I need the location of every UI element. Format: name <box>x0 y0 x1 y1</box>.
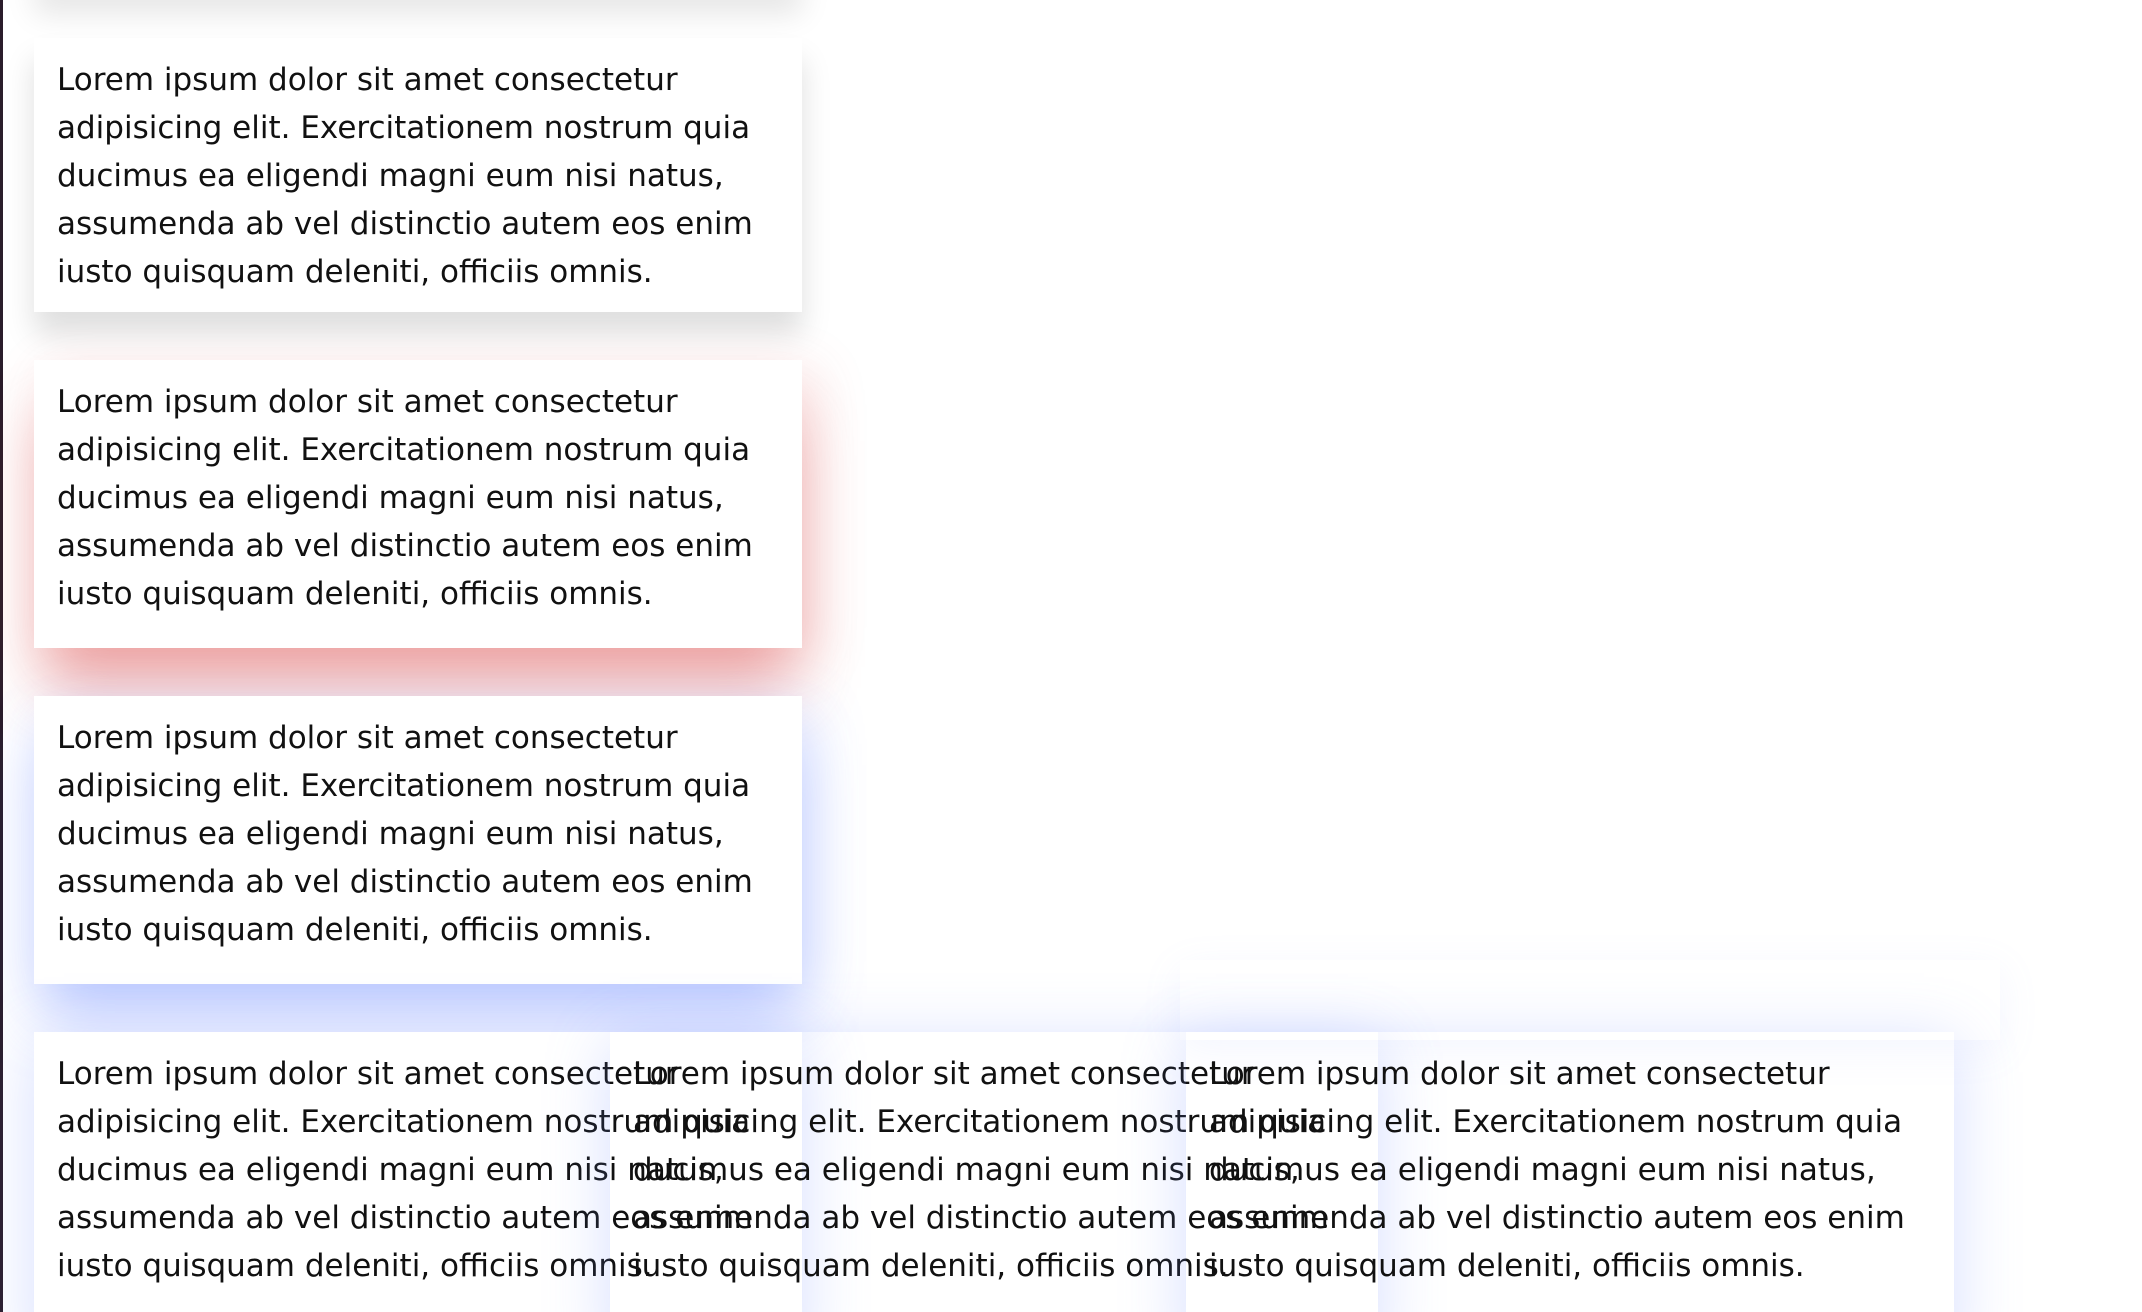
row-card-2-text: Lorem ipsum dolor sit amet consectetur adipisicing elit. Exercitationem nostrum quia ducimus ea eligendi magni eum nisi natus, assumenda ab vel distinctio autem eos enim iusto quisquam deleniti, officiis omnis. <box>633 1056 1329 1284</box>
card-gray-shadow <box>34 38 802 312</box>
row-card-3-text: Lorem ipsum dolor sit amet consectetur adipisicing elit. Exercitationem nostrum quia ducimus ea eligendi magni eum nisi natus, assumenda ab vel distinctio autem eos enim iusto quisquam deleniti, officiis omnis. <box>1209 1056 1905 1284</box>
row-card-3 <box>1186 1032 1954 1312</box>
card-blue-shadow <box>34 696 802 984</box>
overlapping-card-row <box>0 1032 2142 1312</box>
card-gray-text: Lorem ipsum dolor sit amet consectetur adipisicing elit. Exercitationem nostrum quia ducimus ea eligendi magni eum nisi natus, assumenda ab vel distinctio autem eos enim iusto quisquam deleniti, officiis omnis. <box>57 62 753 290</box>
card-blue-text: Lorem ipsum dolor sit amet consectetur adipisicing elit. Exercitationem nostrum quia ducimus ea eligendi magni eum nisi natus, assumenda ab vel distinctio autem eos enim iusto quisquam deleniti, officiis omnis. <box>57 720 753 948</box>
row-glow <box>1180 960 2000 1040</box>
card-red-shadow <box>34 360 802 648</box>
card-red-text: Lorem ipsum dolor sit amet consectetur adipisicing elit. Exercitationem nostrum quia ducimus ea eligendi magni eum nisi natus, assumenda ab vel distinctio autem eos enim iusto quisquam deleniti, officiis omnis. <box>57 384 753 612</box>
row-card-1-text: Lorem ipsum dolor sit amet consectetur adipisicing elit. Exercitationem nostrum quia ducimus ea eligendi magni eum nisi natus, assumenda ab vel distinctio autem eos enim iusto quisquam deleniti, officiis omnis. <box>57 1056 753 1284</box>
